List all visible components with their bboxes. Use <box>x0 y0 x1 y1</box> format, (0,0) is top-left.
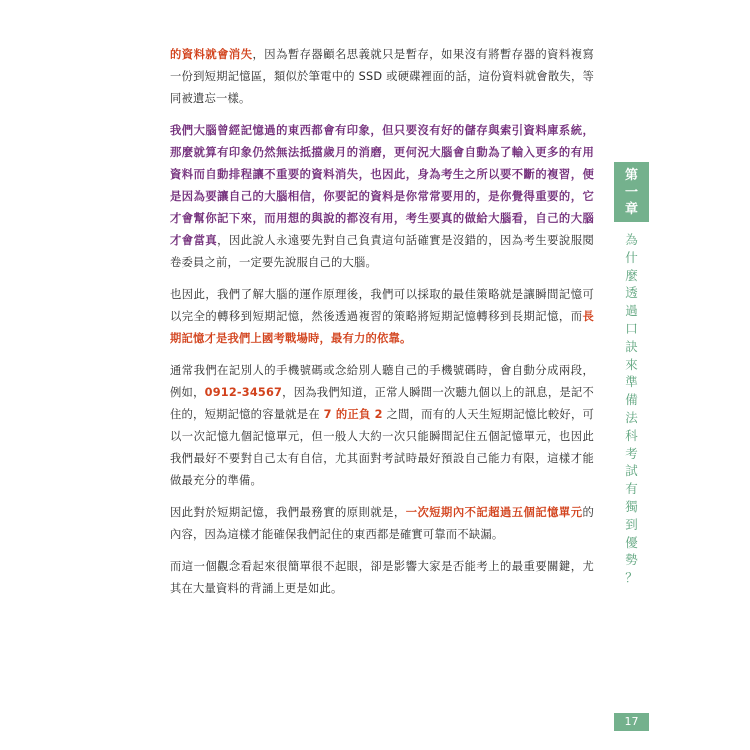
chapter-title-char: 優 <box>625 534 638 550</box>
highlight-red-text: 0912-34567 <box>204 386 283 399</box>
chapter-title-char: 獨 <box>625 498 638 514</box>
chapter-tab-char: 章 <box>624 201 638 217</box>
chapter-tab-char: 一 <box>624 184 638 200</box>
chapter-title-char: 到 <box>625 516 638 532</box>
chapter-tab <box>614 162 649 222</box>
paragraph <box>170 360 594 492</box>
paragraph <box>170 44 594 110</box>
chapter-title-char: 法 <box>625 409 638 425</box>
highlight-red-text: 的資料就會消失 <box>170 48 253 61</box>
paragraph-text: 之間，而有的人天生短期記憶比較好，可以一次記憶九個記憶單元，但一般人大約一次只能瞬間記住五個記憶單元，也因此我們最好不要對自己太有自信，尤其面對考試時最好預設自己能力有限，這樣才能做最充分的準備。 <box>170 408 594 487</box>
chapter-title-char: ？ <box>625 570 638 586</box>
highlight-red-text: 7 的正負 2 <box>323 408 383 421</box>
paragraph-text: ，因為我們知道，正常人瞬間一次聽九個以上的訊息，是記不住的，短期記憶的容量就是在 <box>170 386 594 421</box>
paragraph <box>170 502 594 546</box>
paragraph-text: 而這一個觀念看起來很簡單很不起眼，卻是影響大家是否能考上的最重要關鍵，尤其在大量資料的背誦上更是如此。 <box>170 560 594 595</box>
paragraph-text: 通常我們在記別人的手機號碼或念給別人聽自己的手機號碼時，會自動分成兩段，例如， <box>170 364 594 399</box>
body-text <box>170 44 594 610</box>
chapter-title-char: 勢 <box>625 552 638 568</box>
paragraph <box>170 284 594 350</box>
paragraph-text: 因此對於短期記憶，我們最務實的原則就是， <box>170 506 406 519</box>
chapter-title-char: 過 <box>625 303 638 319</box>
chapter-tab-char: 第 <box>624 167 638 183</box>
chapter-title-char: 口 <box>625 320 638 336</box>
chapter-title-char: 來 <box>625 356 638 372</box>
chapter-title-vertical <box>614 231 649 587</box>
chapter-title-char: 為 <box>625 232 638 247</box>
paragraph-text: ，因為暫存器顧名思義就只是暫存，如果沒有將暫存器的資料複寫一份到短期記憶區，類似於筆電中的 SSD 或硬碟裡面的話，這份資料就會散失，等同被遺忘一樣。 <box>170 48 594 105</box>
chapter-title-char: 什 <box>625 249 638 265</box>
chapter-title-char: 透 <box>625 285 638 301</box>
chapter-title-char: 科 <box>625 427 638 443</box>
paragraph <box>170 556 594 600</box>
paragraph-text: 也因此，我們了解大腦的運作原理後，我們可以採取的最佳策略就是讓瞬間記憶可以完全的轉移到短期記憶，然後透過複習的策略將短期記憶轉移到長期記憶，而 <box>170 288 594 323</box>
chapter-title-char: 訣 <box>625 338 638 354</box>
paragraph-text: ，因此說人永遠要先對自己負責這句話確實是沒錯的，因為考生要說服閱卷委員之前，一定要先說服自己的大腦。 <box>170 234 594 269</box>
chapter-title-char: 麼 <box>625 267 638 283</box>
chapter-title-char: 考 <box>625 445 638 461</box>
chapter-title-char: 準 <box>625 374 638 390</box>
highlight-red-text: 一次短期內不記超過五個記憶單元 <box>405 506 583 519</box>
paragraph <box>170 120 594 274</box>
chapter-title-char: 備 <box>625 392 638 408</box>
paragraph-text: 的內容，因為這樣才能確保我們記住的東西都是確實可靠而不缺漏。 <box>170 506 594 541</box>
page-number: 17 <box>614 713 649 731</box>
chapter-title-char: 試 <box>625 463 638 479</box>
chapter-title-char: 有 <box>625 481 638 497</box>
highlight-red-text: 長期記憶才是我們上國考戰場時，最有力的依靠。 <box>170 310 594 345</box>
highlight-purple-text: 我們大腦曾經記憶過的東西都會有印象，但只要沒有好的儲存與索引資料庫系統，那麼就算有印象仍然無法抵擋歲月的消磨，更何況大腦會自動為了輸入更多的有用資料而自動排程讓不重要的資料消失，也因此，身為考生之所以要不斷的複習，便是因為要讓自己的大腦相信，你要記的資料是你常常要用的，是你覺得重要的，它才會幫你記下來，而用想的與說的都沒有用，考生要真的做給大腦看，自己的大腦才會當真 <box>170 124 594 247</box>
